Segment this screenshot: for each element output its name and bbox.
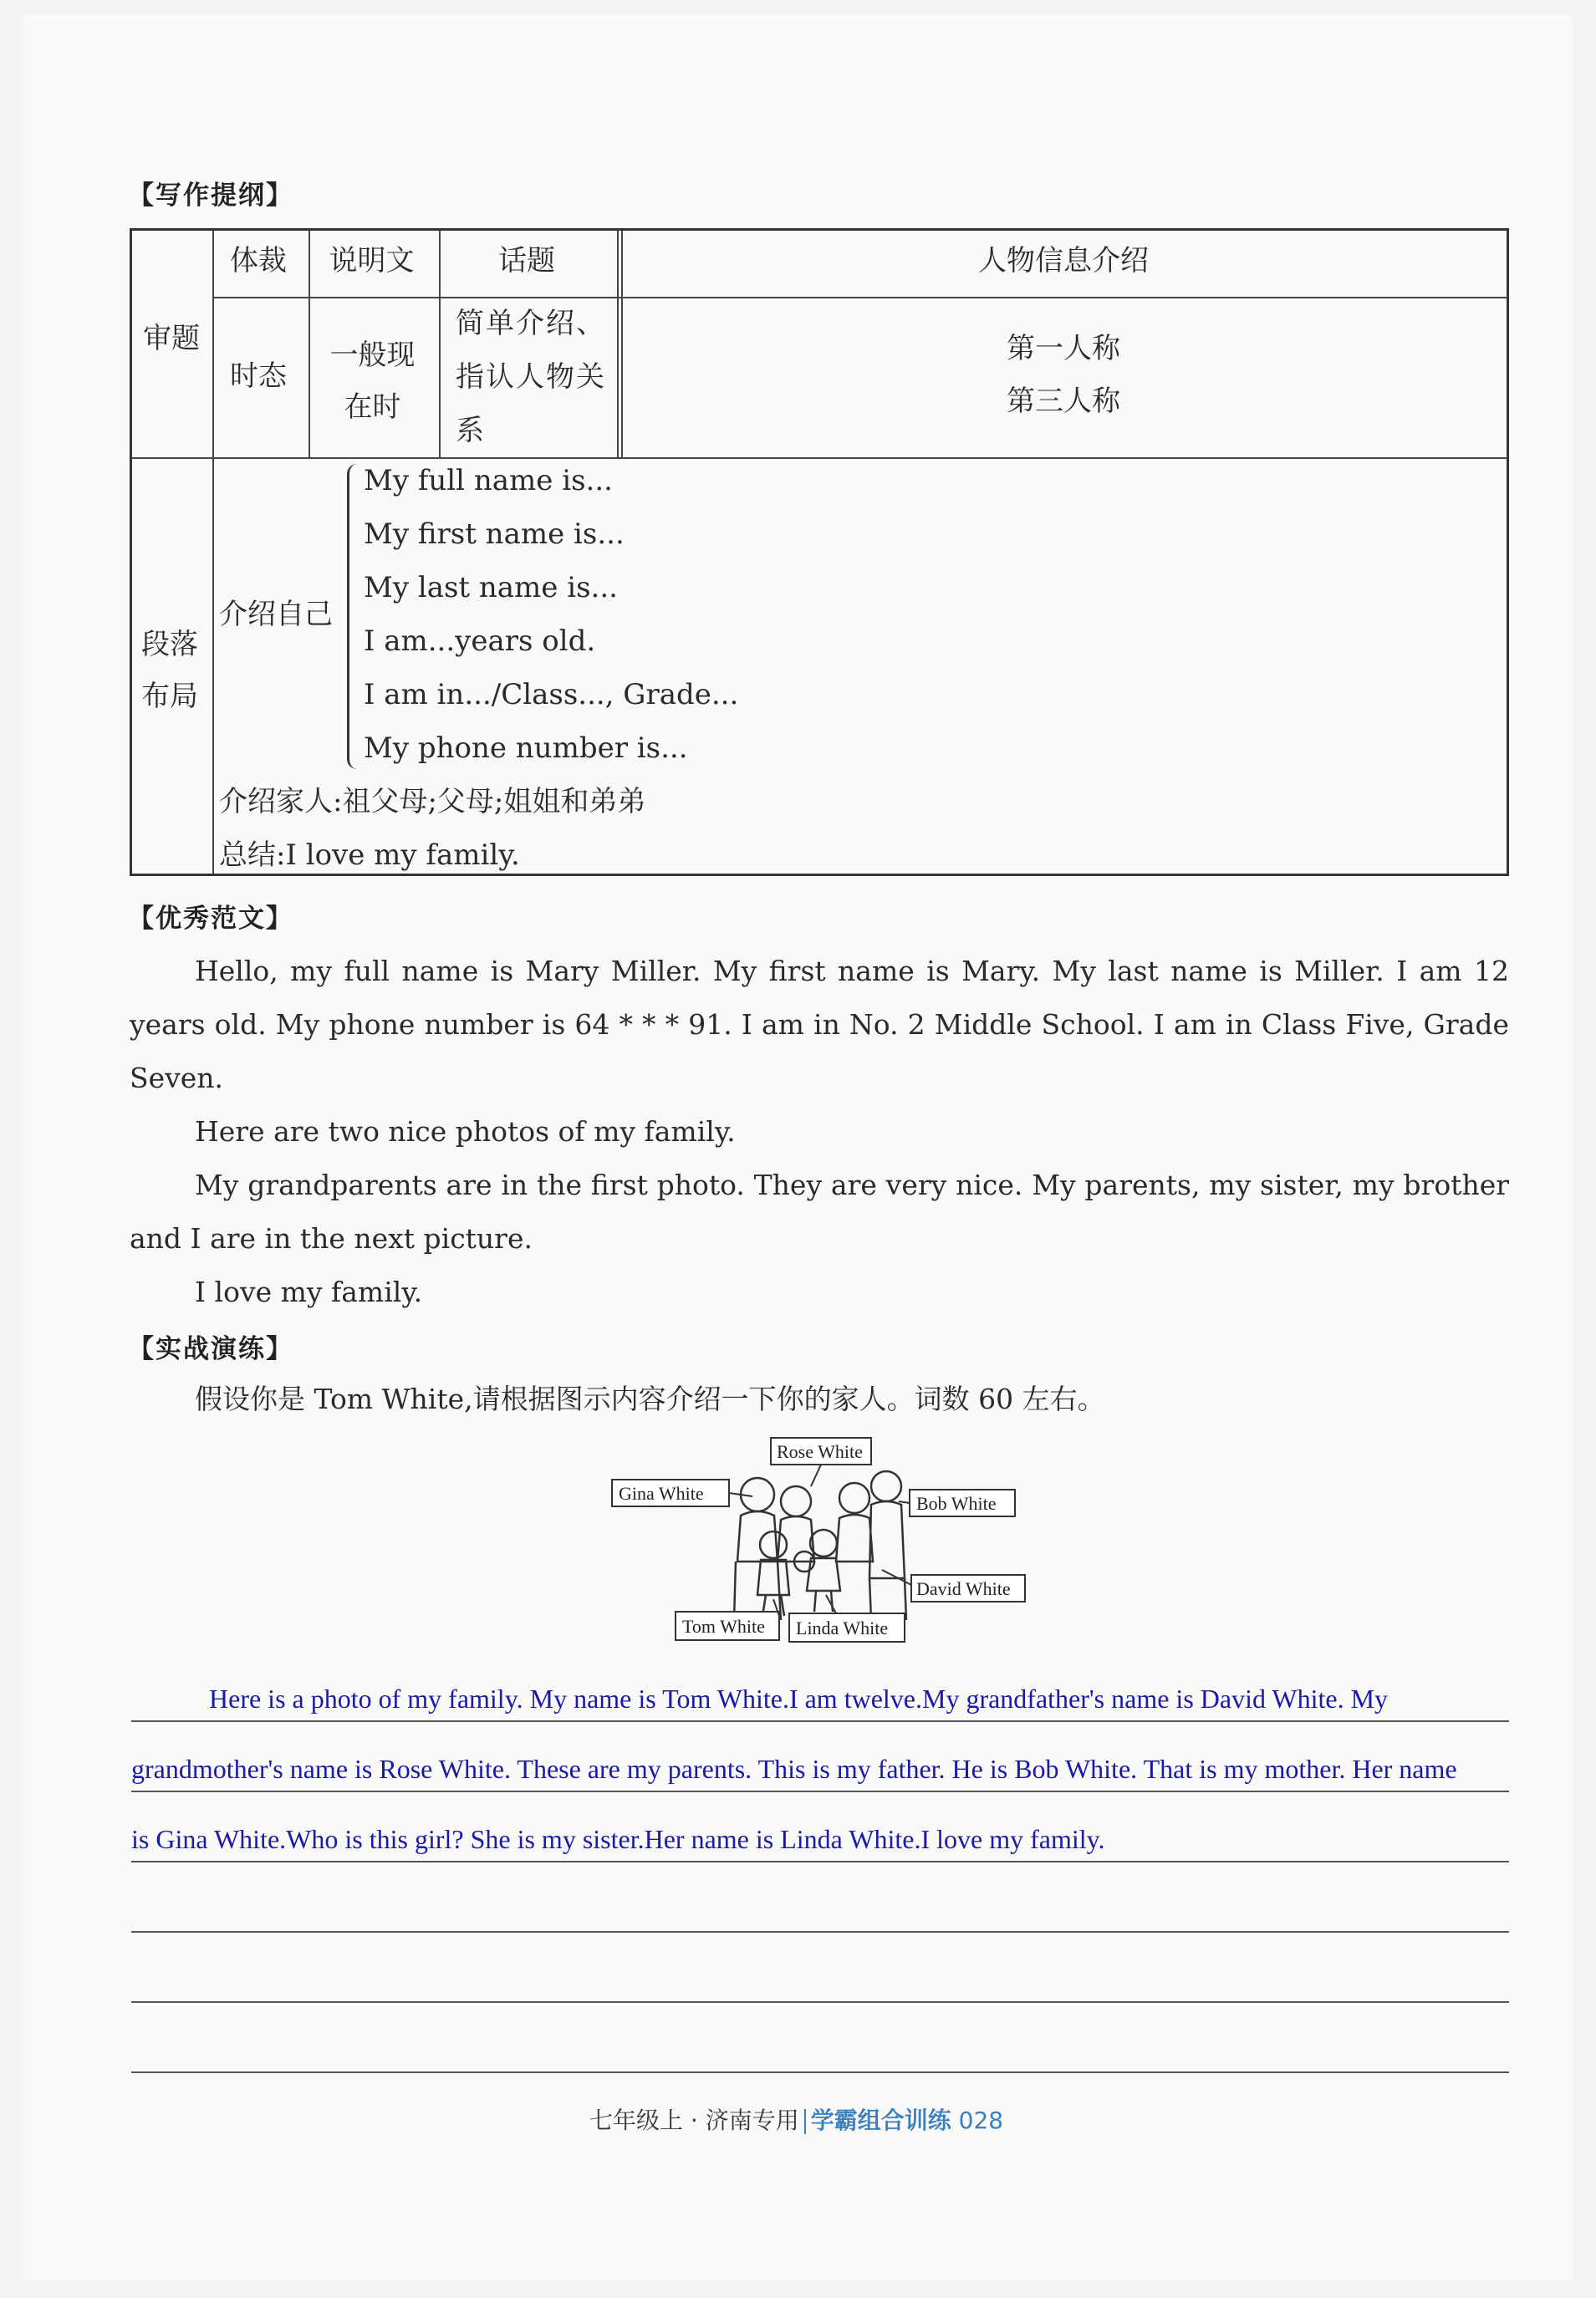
- answer-line: grandmother's name is Rose White. These are my parents. This is my father. He is Bob White. That is my mother. Her name: [131, 1754, 1457, 1784]
- label-gina: Gina White: [619, 1483, 704, 1504]
- footer-brand: 学霸组合训练: [810, 2107, 951, 2134]
- writing-rule: [131, 1861, 1509, 1862]
- answer-line: Here is a photo of my family. My name is Tom White.I am twelve.My grandfather's name is David White. My: [209, 1684, 1389, 1714]
- self-line: I am...years old.: [364, 624, 596, 658]
- writing-rule: [131, 1791, 1509, 1792]
- self-line: My first name is...: [364, 517, 625, 551]
- footer-grade: 七年级上 · 济南专用: [589, 2107, 799, 2134]
- self-line: I am in.../Class..., Grade...: [364, 678, 739, 711]
- outline-table: [130, 228, 1509, 876]
- person-first: 第一人称: [1007, 332, 1120, 365]
- page-number: 028: [958, 2107, 1004, 2134]
- page-footer: [589, 2102, 1003, 2136]
- answer-line: is Gina White.Who is this girl? She is my sister.Her name is Linda White.I love my family.: [131, 1824, 1105, 1854]
- sample-paragraph: Hello, my full name is Mary Miller. My first name is Mary. My last name is Miller. I am 12 years old. My phone number is 64 * * * 91. I am in No. 2 Middle School. I am in Class Five, Grade Seven.: [130, 955, 1509, 1094]
- practice-prompt: 假设你是 Tom White,请根据图示内容介绍一下你的家人。词数 60 左右。: [195, 1383, 1105, 1415]
- label-tom: Tom White: [682, 1616, 765, 1637]
- family-intro: 介绍家人:祖父母;父母;姐姐和弟弟: [219, 785, 646, 818]
- tense-value: 一般现在时: [329, 339, 416, 424]
- topic-label: 话题: [498, 244, 555, 278]
- section-title-outline: 【写作提纲】: [128, 181, 293, 211]
- tense-label: 时态: [230, 359, 287, 393]
- family-illustration: [610, 1436, 1028, 1645]
- label-rose: Rose White: [777, 1441, 863, 1462]
- genre-label: 体裁: [230, 244, 287, 278]
- genre-value: 说明文: [329, 244, 415, 278]
- writing-rule: [131, 2001, 1509, 2003]
- label-bob: Bob White: [916, 1493, 997, 1514]
- label-linda: Linda White: [796, 1618, 889, 1638]
- self-intro-label: 介绍自己: [219, 598, 333, 631]
- writing-rule: [131, 1931, 1509, 1933]
- summary: 总结:I love my family.: [219, 838, 520, 872]
- writing-rule: [131, 2071, 1509, 2073]
- sample-paragraph: I love my family.: [195, 1276, 423, 1308]
- self-line: My last name is...: [364, 571, 618, 604]
- section-title-sample: 【优秀范文】: [128, 904, 293, 934]
- section-title-practice: 【实战演练】: [128, 1334, 293, 1364]
- sample-paragraph: My grandparents are in the first photo. They are very nice. My parents, my sister, my brother and I are in the next picture.: [130, 1169, 1509, 1255]
- content-value: 简单介绍、指认人物关系: [456, 307, 606, 447]
- self-line: My phone number is...: [364, 731, 688, 765]
- sample-paragraph: Here are two nice photos of my family.: [195, 1115, 736, 1148]
- layout-label: 段落布局: [141, 628, 198, 713]
- topic-value: 人物信息介绍: [978, 244, 1149, 278]
- writing-rule: [131, 1720, 1509, 1722]
- label-david: David White: [916, 1578, 1011, 1599]
- review-label: 审题: [143, 322, 200, 355]
- person-third: 第三人称: [1007, 385, 1120, 418]
- self-line: My full name is...: [364, 464, 613, 497]
- footer-separator: [804, 2109, 806, 2134]
- brace: [347, 464, 365, 769]
